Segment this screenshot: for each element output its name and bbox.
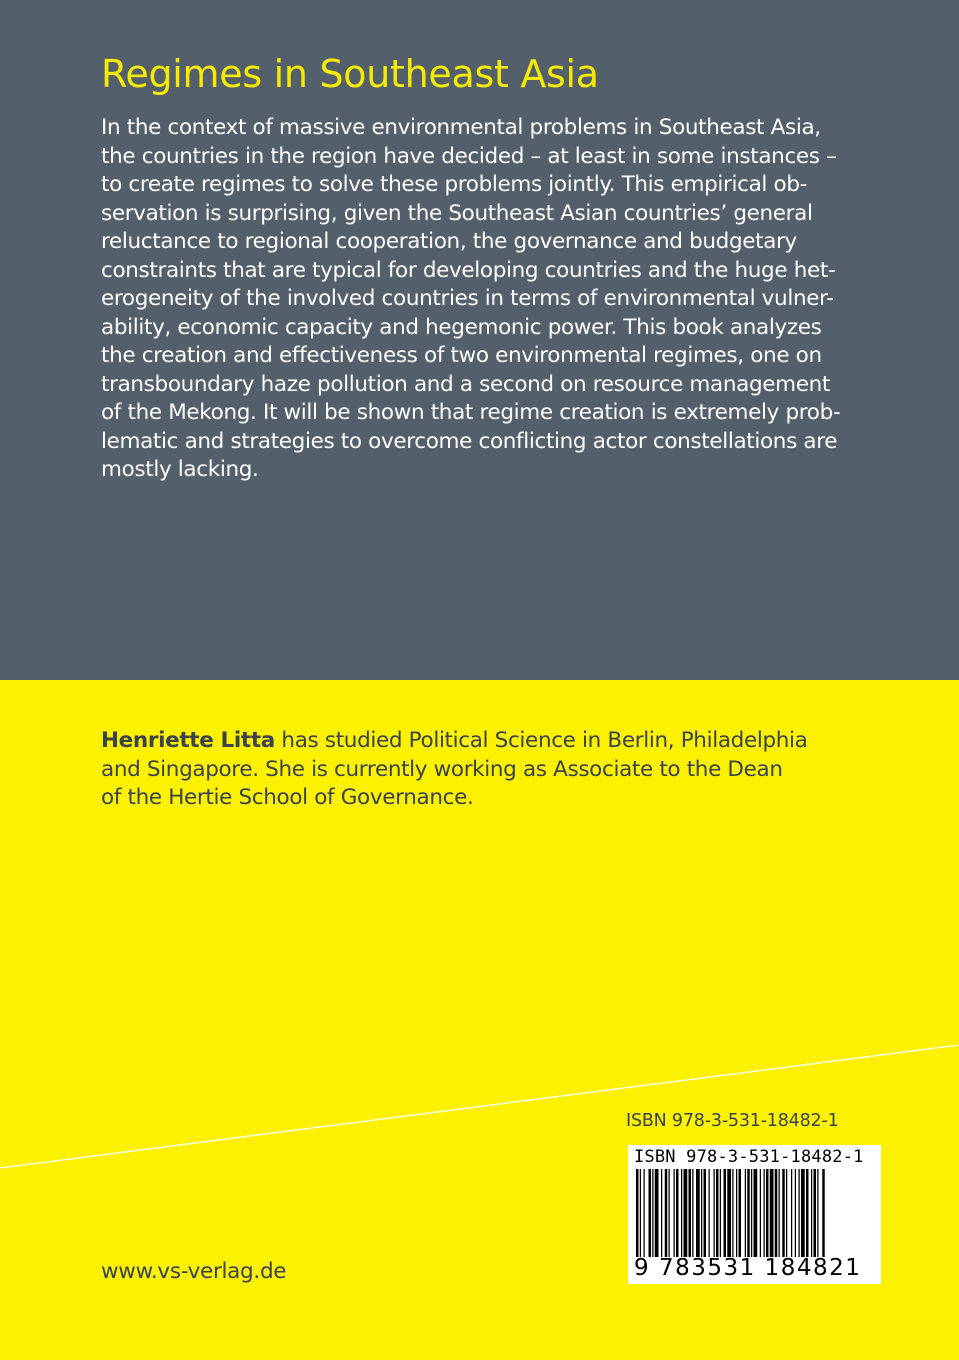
- barcode-bar: [747, 1169, 750, 1257]
- barcode-bar: [696, 1169, 700, 1257]
- barcode-bar: [674, 1169, 675, 1257]
- blurb-line: mostly lacking.: [101, 457, 259, 482]
- barcode-bar: [714, 1169, 715, 1257]
- bio-text: has studied Political Science in Berlin, Philadelphia: [274, 728, 808, 753]
- barcode-bar: [817, 1169, 818, 1257]
- isbn-label: ISBN 978-3-531-18482-1: [626, 1111, 839, 1131]
- barcode-isbn: ISBN 978-3-531-18482-1: [634, 1147, 864, 1167]
- bio-line: and Singapore. She is currently working as Associate to the Dean: [101, 756, 783, 782]
- blurb-line: lematic and strategies to overcome conflicting actor constellations are: [101, 428, 838, 454]
- blurb-line: In the context of massive environmental problems in Southeast Asia,: [101, 115, 821, 140]
- barcode-bar: [644, 1169, 645, 1257]
- barcode-bar: [684, 1169, 688, 1257]
- blurb-line: the creation and effectiveness of two environmental regimes, one on: [101, 343, 822, 368]
- author-bio: [101, 727, 807, 813]
- barcode-bar: [640, 1169, 641, 1257]
- barcode-bar: [716, 1169, 719, 1257]
- book-blurb: [101, 114, 840, 485]
- publisher-website: www.vs-verlag.de: [101, 1259, 287, 1284]
- barcode-bar: [739, 1169, 742, 1257]
- barcode-bar: [652, 1169, 653, 1257]
- barcode-bar: [701, 1169, 702, 1257]
- barcode-bar: [709, 1169, 710, 1257]
- barcode-bar: [791, 1169, 792, 1257]
- barcode-bar: [779, 1169, 780, 1257]
- barcode-bar: [649, 1169, 652, 1257]
- barcode-bar: [745, 1169, 746, 1257]
- barcode-bar: [754, 1169, 758, 1257]
- barcode-bar: [655, 1169, 659, 1257]
- barcode-bar: [760, 1169, 761, 1257]
- barcode: [628, 1145, 881, 1284]
- book-title: Regimes in Southeast Asia: [101, 52, 599, 96]
- barcode-bar: [692, 1169, 693, 1257]
- blurb-line: constraints that are typical for developing countries and the huge het-: [101, 257, 836, 283]
- author-name: Henriette Litta: [101, 728, 275, 753]
- barcode-bar: [806, 1169, 809, 1257]
- barcode-bar: [665, 1169, 668, 1257]
- barcode-digits: 9 783531 184821: [634, 1255, 862, 1281]
- barcode-bar: [732, 1169, 733, 1257]
- barcode-bar: [822, 1169, 825, 1257]
- barcode-icon: [636, 1169, 873, 1257]
- blurb-line: erogeneity of the involved countries in terms of environmental vulner-: [101, 286, 834, 311]
- barcode-bar: [801, 1169, 805, 1257]
- barcode-bar: [786, 1169, 787, 1257]
- barcode-bar: [782, 1169, 785, 1257]
- blurb-line: ability, economic capacity and hegemonic power. This book analyzes: [101, 314, 822, 340]
- barcode-bar: [669, 1169, 670, 1257]
- blurb-line: servation is surprising, given the Southeast Asian countries’ general: [101, 200, 813, 226]
- blurb-line: of the Mekong. It will be shown that regime creation is extremely prob-: [101, 400, 841, 425]
- blurb-line: reluctance to regional cooperation, the governance and budgetary: [101, 229, 797, 254]
- barcode-bar: [720, 1169, 721, 1257]
- barcode-bar: [636, 1169, 639, 1257]
- blurb-line: to create regimes to solve these problems jointly. This empirical ob-: [101, 172, 808, 197]
- barcode-bar: [661, 1169, 662, 1257]
- barcode-bar: [736, 1169, 737, 1257]
- barcode-bar: [766, 1169, 769, 1257]
- barcode-bar: [689, 1169, 692, 1257]
- barcode-bar: [727, 1169, 731, 1257]
- barcode-bar: [814, 1169, 817, 1257]
- blurb-line: the countries in the region have decided – at least in some instances –: [101, 143, 837, 169]
- barcode-bar: [681, 1169, 682, 1257]
- barcode-bar: [799, 1169, 800, 1257]
- barcode-bar: [811, 1169, 812, 1257]
- barcode-bar: [704, 1169, 707, 1257]
- bio-line: of the Hertie School of Governance.: [101, 785, 474, 810]
- barcode-bar: [764, 1169, 765, 1257]
- blurb-line: transboundary haze pollution and a second on resource management: [101, 371, 830, 397]
- bio-line: [101, 727, 807, 756]
- barcode-bar: [676, 1169, 679, 1257]
- barcode-bar: [775, 1169, 778, 1257]
- barcode-bar: [770, 1169, 774, 1257]
- barcode-bar: [724, 1169, 727, 1257]
- barcode-bar: [751, 1169, 752, 1257]
- barcode-bar: [795, 1169, 796, 1257]
